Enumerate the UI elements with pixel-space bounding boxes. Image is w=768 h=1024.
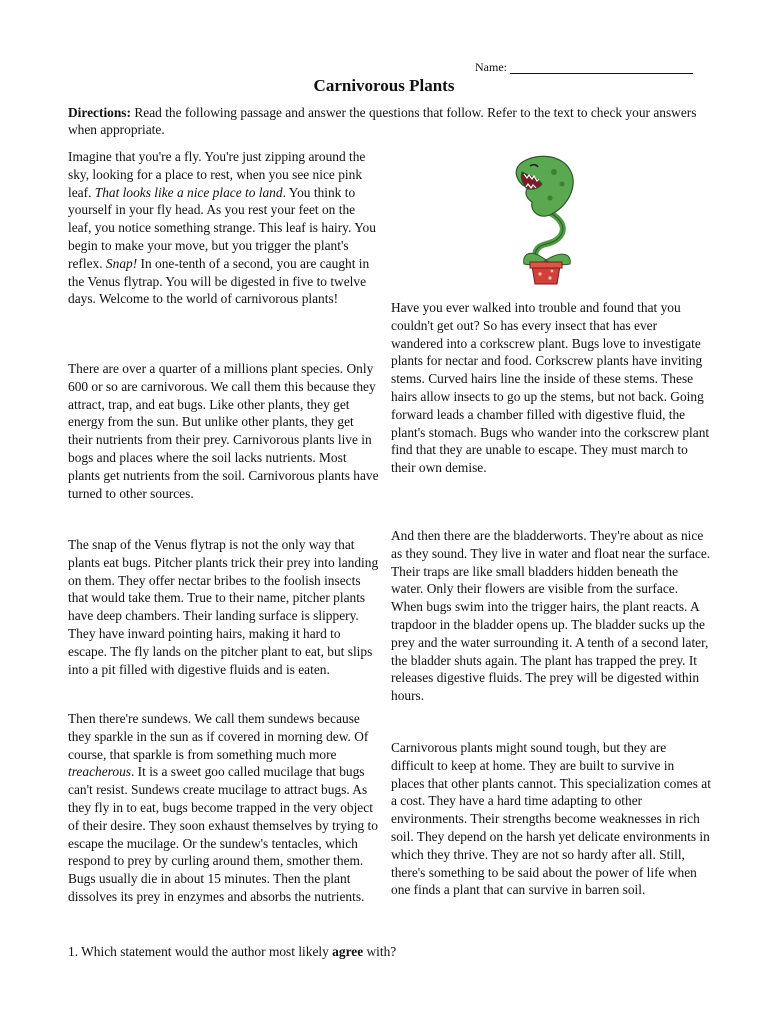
name-field-line	[475, 60, 695, 74]
q1-text-a: 1. Which statement would the author most likely	[68, 944, 333, 959]
passage-paragraph-1	[68, 148, 380, 308]
passage-paragraph-6: And then there are the bladderworts. They're about as nice as they sound. They live in water and float near the surface. Their traps are like small bladders hidden beneath the water. Only their flowers are visible from the surface. When bugs swim into the trigger hairs, the plant reacts. A trapdoor in the bladder opens up. The bladder sucks up the prey and the water surrounding it. A tenth of a second later, the bladder shuts again. The plant has trapped the prey. It releases digestive fluids. The prey will be digested within hours.	[391, 528, 711, 704]
name-label: Name:	[475, 60, 507, 74]
p4-text-c: . It is a sweet goo called mucilage that bugs can't resist. Sundews create mucilage to attract bugs. As they fly in to eat, bugs become trapped in the very object of their desire. They soon exhaust themselves by trying to escape the mucilage. Or the sundew's tentacles, which respond to prey by curling around them, smother them. Bugs usually die in about 15 minutes. Then the plant dissolves its prey in enzymes and absorbs the nutrients.	[68, 764, 378, 904]
passage-paragraph-4	[68, 710, 380, 906]
p1-italic-land: That looks like a nice place to land	[94, 184, 283, 200]
passage-paragraph-3: The snap of the Venus flytrap is not the only way that plants eat bugs. Pitcher plants trick their prey into landing on them. They offer nectar bribes to the foolish insects that would take them. True to their name, pitcher plants have deep chambers. Their landing surface is slippery. They have inward pointing hairs, making it hard to escape. The fly lands on the pitcher plant to eat, but slips into a pit filled with digestive fluids and is eaten.	[68, 537, 379, 677]
p1-text-a: Imagine that you're a fly. You're just zipping around the sky, looking for a place to rest, when you see nice pink leaf.	[68, 149, 366, 200]
directions-label: Directions:	[68, 105, 131, 120]
name-blank	[510, 61, 693, 74]
passage-paragraph-5: Have you ever walked into trouble and found that you couldn't get out? So has every insect that has ever wandered into a corkscrew plant. Bugs love to investigate plants for nectar and food. Corkscrew plants have inviting stems. Curved hairs line the inside of these stems. These hairs allow insects to go up the stems, but not back. Going forward leads a chamber filled with digestive fluid, the plant's stomach. Bugs who wander into the corkscrew plant find that they are unable to escape. They must march to their own demise.	[391, 300, 710, 476]
p4-text-a: Then there're sundews. We call them sundews because they sparkle in the sun as if covered in morning dew. Of course, that sparkle is from something much more	[68, 711, 369, 762]
passage-paragraph-7: Carnivorous plants might sound tough, but they are difficult to keep at home. They are built to survive in places that other plants cannot. This specialization comes at a cost. They have a hard time adapting to other environments. Their strengths become weaknesses in rich soil. They depend on the harsh yet delicate environments in which they thrive. They are not so hardy after all. Still, there's something to be said about the power of life when one finds a plant that can survive in barren soil.	[391, 740, 711, 898]
p1-italic-snap: Snap!	[105, 255, 138, 271]
directions	[68, 104, 708, 138]
p4-italic-treacherous: treacherous	[68, 764, 131, 780]
question-1	[68, 943, 708, 960]
p1-text-c: . You think to yourself in your fly head. As you rest your feet on the leaf, you notice something strange. This leaf is hairy. You begin to make your move, but you trigger the plant's reflex.	[68, 184, 376, 271]
p1-text-e: In one-tenth of a second, you are caught in the Venus flytrap. You will be digested in five to twelve days. Welcome to the world of carnivorous plants!	[68, 255, 370, 307]
page-title: Carnivorous Plants	[313, 76, 455, 95]
directions-text: Read the following passage and answer the questions that follow. Refer to the text to check your answers when appropriate.	[68, 105, 697, 137]
q1-text-c: with?	[363, 944, 397, 959]
q1-bold-agree: agree	[332, 944, 364, 959]
carnivorous-plant-illustration	[500, 150, 590, 290]
passage-paragraph-2: There are over a quarter of a millions plant species. Only 600 or so are carnivorous. We call them this because they attract, trap, and eat bugs. Like other plants, they get energy from the sun. But unlike other plants, they get their nutrients from their prey. Carnivorous plants live in bogs and places where the soil lacks nutrients. Most plants get nutrients from the soil. Carnivorous plants have turned to other sources.	[68, 361, 379, 501]
